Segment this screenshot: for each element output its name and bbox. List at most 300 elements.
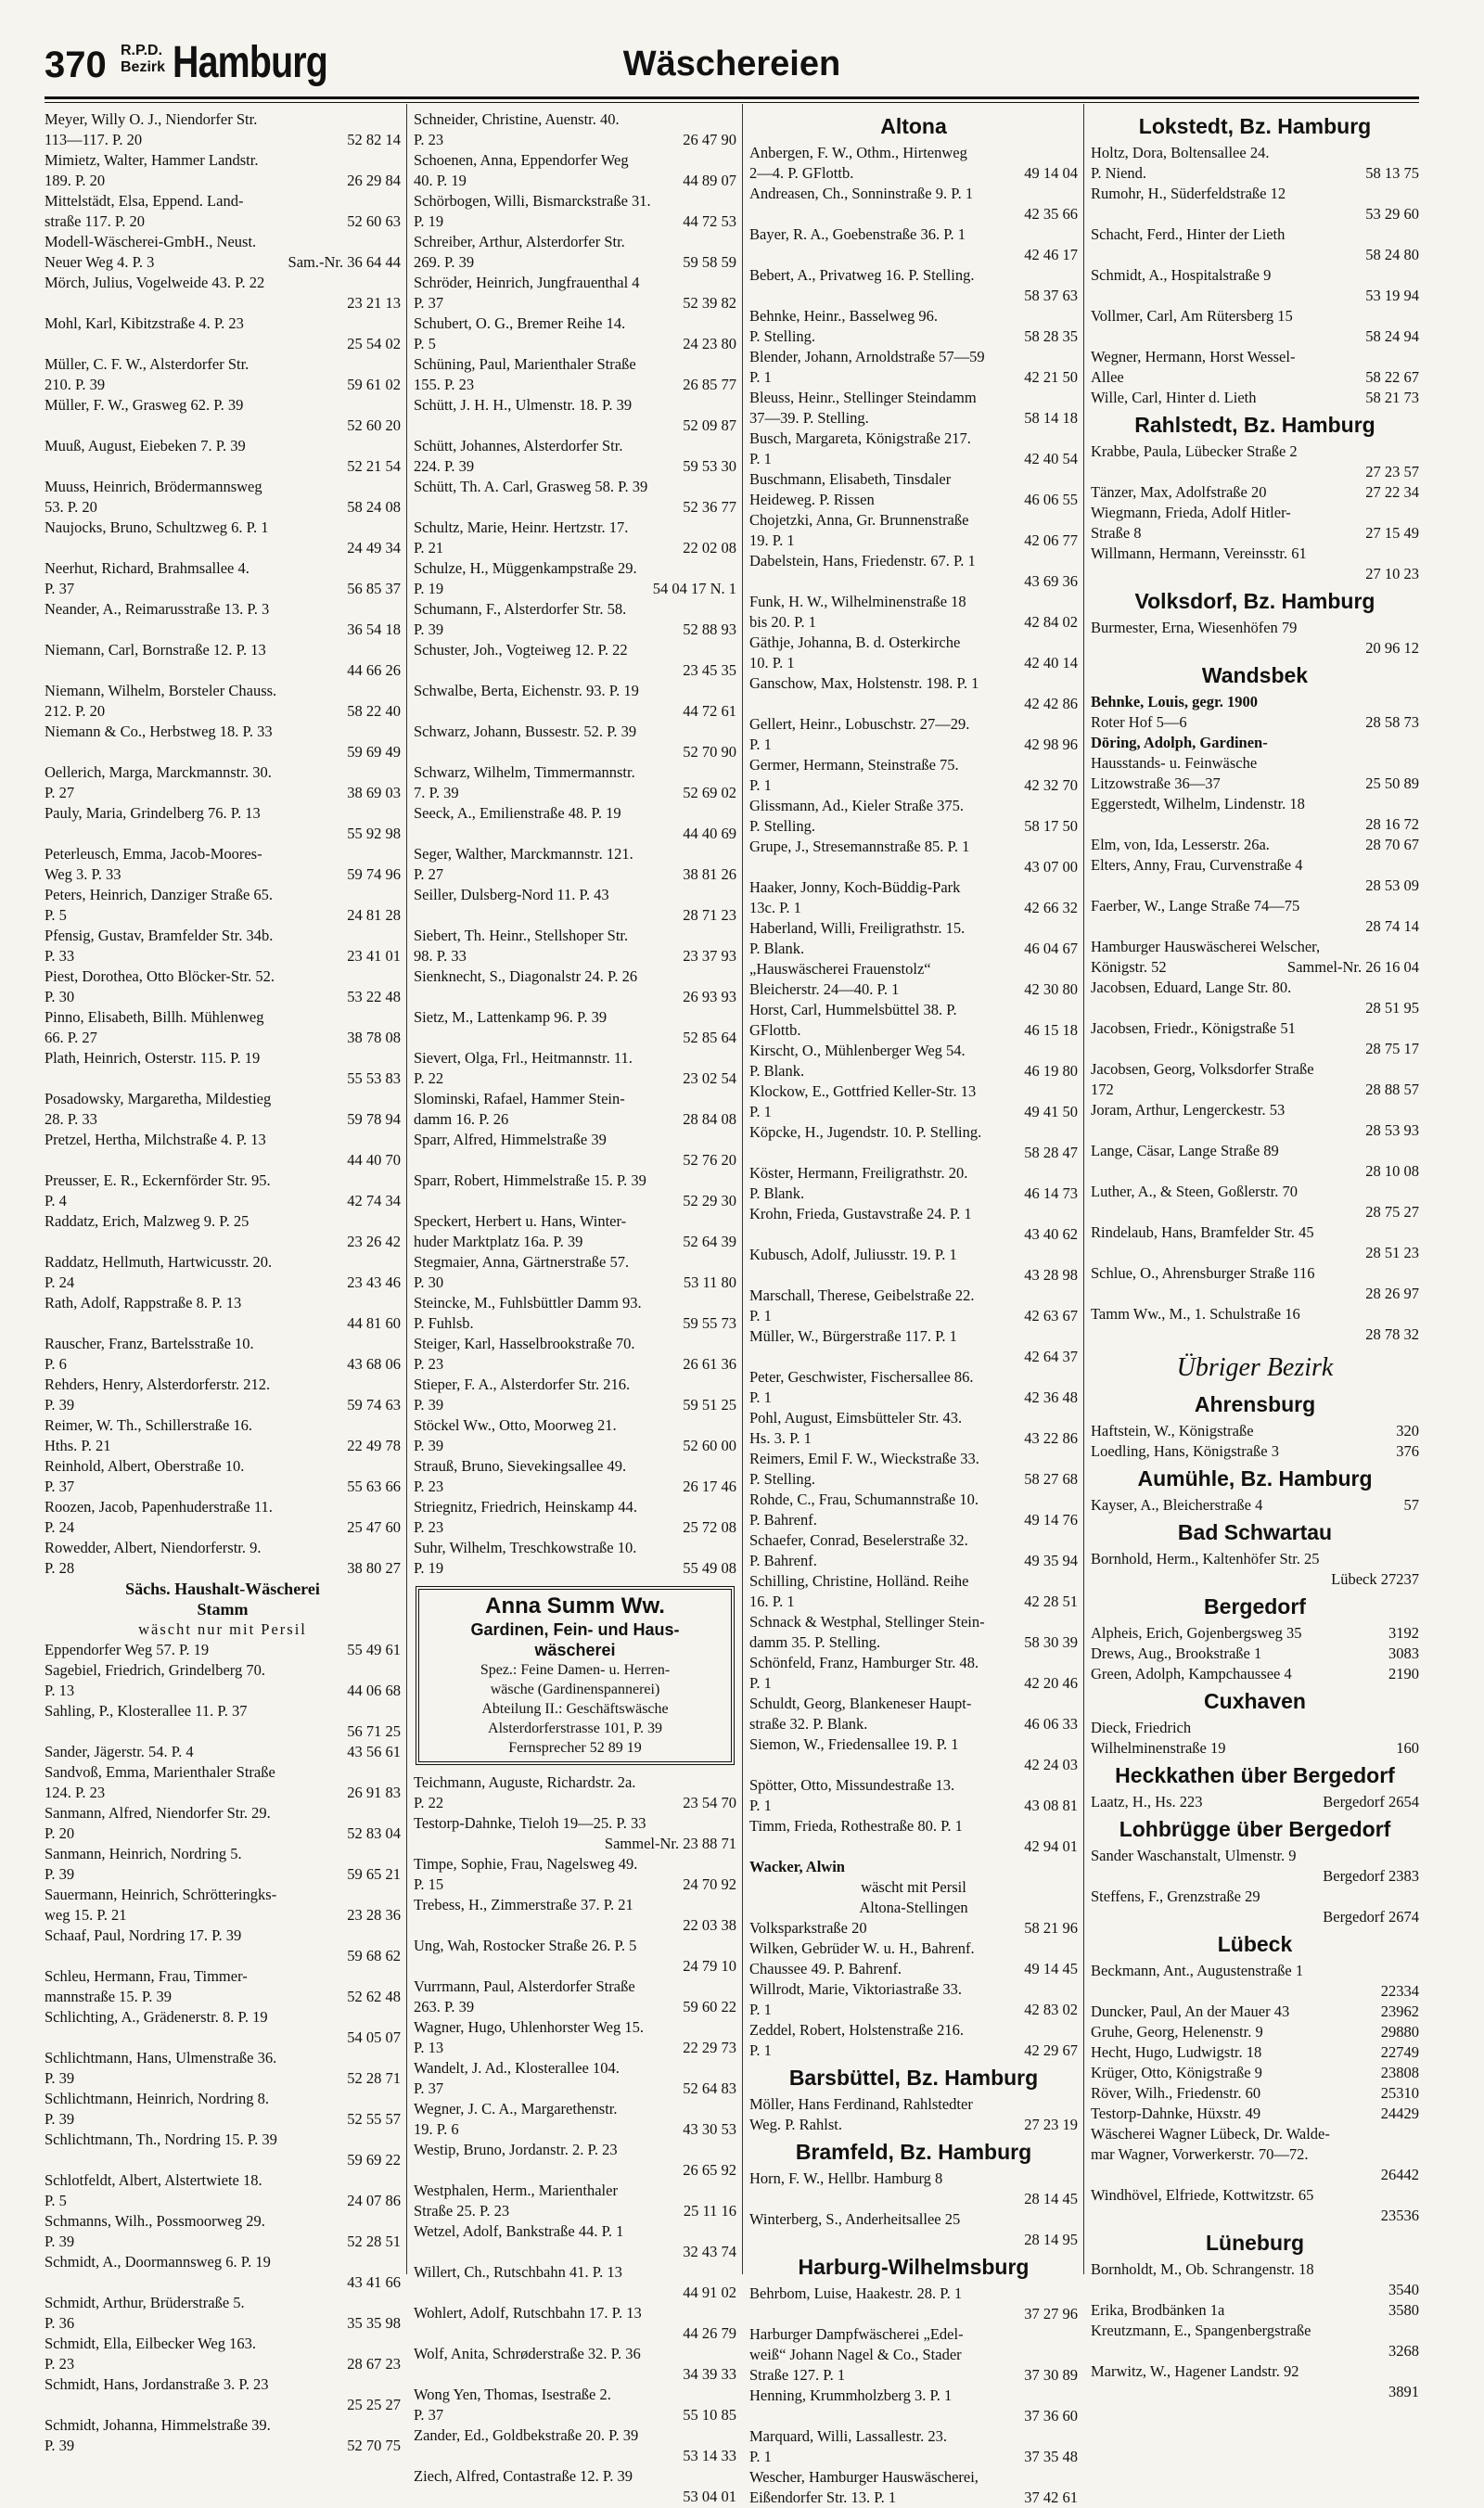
listing-line: Hecht, Hugo, Ludwigstr. 18 22749 bbox=[1091, 2043, 1419, 2061]
listing-line: Glissmann, Ad., Kieler Straße 375. bbox=[749, 797, 964, 814]
listing-line: Westphalen, Herm., Marienthaler bbox=[414, 2182, 618, 2199]
listing-line: Testorp-Dahnke, Hüxstr. 49 24429 bbox=[1091, 2105, 1419, 2122]
listing-line: P. 1 42 83 02 bbox=[749, 2001, 1078, 2018]
listing-line: Dieck, Friedrich bbox=[1091, 1719, 1192, 1736]
listing-line: Harburger Dampfwäscherei „Edel- bbox=[749, 2325, 964, 2343]
listing-line: P. Blank. 46 04 67 bbox=[749, 940, 1078, 957]
listing-line: Stöckel Ww., Otto, Moorweg 21. bbox=[414, 1416, 617, 1434]
listing-line: Schwarz, Johann, Bussestr. 52. P. 39 bbox=[414, 723, 637, 740]
listing-line: Schlotfeldt, Albert, Alstertwiete 18. bbox=[45, 2171, 262, 2189]
listing-line: Müller, W., Bürgerstraße 117. P. 1 bbox=[749, 1327, 957, 1345]
listing-line: P. Fuhlsb. 59 55 73 bbox=[414, 1314, 736, 1332]
listing-line: Sietz, M., Lattenkamp 96. P. 39 bbox=[414, 1008, 608, 1026]
listing-line: Schütt, Johannes, Alsterdorfer Str. bbox=[414, 437, 623, 454]
listing-line: Rohde, C., Frau, Schumannstraße 10. bbox=[749, 1491, 979, 1508]
listing-phone: 44 40 70 bbox=[347, 1151, 401, 1169]
listing-line: Marwitz, W., Hagener Landstr. 92 bbox=[1091, 2362, 1299, 2380]
listing-phone: 58 37 63 bbox=[1024, 287, 1078, 304]
listing-phone: 25 54 02 bbox=[347, 335, 401, 352]
locality-heading: Lüneburg bbox=[1205, 2231, 1305, 2255]
listing-line: 210. P. 39 59 61 02 bbox=[45, 376, 401, 393]
listing-phone: 26442 bbox=[1380, 2166, 1419, 2183]
listing-line: Zeddel, Robert, Holstenstraße 216. bbox=[749, 2021, 964, 2039]
listing-phone: 43 07 00 bbox=[1024, 858, 1078, 876]
listing-phone: 28 74 14 bbox=[1365, 917, 1419, 935]
bezirk-text: Bezirk bbox=[121, 59, 166, 75]
listing-line: P. 1 42 98 96 bbox=[749, 736, 1078, 753]
listing-phone: 52 85 64 bbox=[683, 1029, 736, 1046]
listing-phone: 43 41 66 bbox=[347, 2273, 401, 2291]
listing-line: Bornholdt, M., Ob. Schrangenstr. 18 bbox=[1091, 2260, 1314, 2278]
listing-line: P. 23 25 72 08 bbox=[414, 1518, 736, 1536]
listing-phone: 26 93 93 bbox=[683, 988, 736, 1005]
listing-line: 19. P. 1 42 06 77 bbox=[749, 531, 1078, 549]
listing-line: Muuß, August, Eiebeken 7. P. 39 bbox=[45, 437, 246, 454]
listing-phone: 3891 bbox=[1388, 2383, 1419, 2400]
listing-line: Wandelt, J. Ad., Klosterallee 104. bbox=[414, 2059, 620, 2077]
listing-line: Duncker, Paul, An der Mauer 43 23962 bbox=[1091, 2003, 1419, 2020]
listing-phone: 28 78 32 bbox=[1365, 1325, 1419, 1343]
listing-line: 98. P. 33 23 37 93 bbox=[414, 947, 736, 965]
listing-line: P. 39 52 70 75 bbox=[45, 2437, 401, 2454]
listing-line: Klockow, E., Gottfried Keller-Str. 13 bbox=[749, 1082, 977, 1100]
listing-line: P. 1 43 08 81 bbox=[749, 1797, 1078, 1814]
listing-line: Blender, Johann, Arnoldstraße 57—59 bbox=[749, 348, 985, 365]
locality-heading: Harburg-Wilhelmsburg bbox=[798, 2255, 1030, 2279]
listing-line: P. Bahrenf. 49 35 94 bbox=[749, 1552, 1078, 1569]
listing-phone: 43 28 98 bbox=[1024, 1266, 1078, 1284]
listing-line: 28. P. 33 59 78 94 bbox=[45, 1110, 401, 1128]
locality-heading: Heckkathen über Bergedorf bbox=[1115, 1763, 1395, 1787]
listing-line: 10. P. 1 42 40 14 bbox=[749, 654, 1078, 672]
listing-line: P. Bahrenf. 49 14 76 bbox=[749, 1511, 1078, 1529]
listing-line: Heideweg. P. Rissen 46 06 55 bbox=[749, 491, 1078, 508]
listing-line: P. 39 59 65 21 bbox=[45, 1865, 401, 1883]
listing-line: Rehders, Henry, Alsterdorferstr. 212. bbox=[45, 1376, 271, 1393]
ad-line: wäsche (Gardinenspannerei) bbox=[490, 1682, 660, 1697]
listing-phone: 43 40 62 bbox=[1024, 1225, 1078, 1243]
listing-phone: 42 94 01 bbox=[1024, 1837, 1078, 1855]
listing-line: Schmidt, Hans, Jordanstraße 3. P. 23 bbox=[45, 2375, 269, 2393]
listing-phone: 27 10 23 bbox=[1365, 565, 1419, 582]
listing-line: Posadowsky, Margaretha, Mildestieg bbox=[45, 1090, 272, 1107]
listing-line: Reinhold, Albert, Oberstraße 10. bbox=[45, 1457, 245, 1475]
listing-line: huder Marktplatz 16a. P. 39 52 64 39 bbox=[414, 1233, 736, 1250]
listing-phone: 59 68 62 bbox=[347, 1947, 401, 1964]
column-2 bbox=[414, 109, 736, 2505]
listing-line: P. Stelling. 58 27 68 bbox=[749, 1470, 1078, 1488]
listing-line: Westip, Bruno, Jordanstr. 2. P. 23 bbox=[414, 2141, 618, 2158]
listing-phone: 52 36 77 bbox=[683, 498, 736, 516]
listing-line: Roozen, Jacob, Papenhuderstraße 11. bbox=[45, 1498, 273, 1516]
listing-line: Willmann, Hermann, Vereinsstr. 61 bbox=[1091, 544, 1307, 562]
listing-line: mar Wagner, Vorwerkerstr. 70—72. bbox=[1091, 2145, 1309, 2163]
listing-line: Marschall, Therese, Geibelstraße 22. bbox=[749, 1286, 975, 1304]
listing-line: Schlichtmann, Th., Nordring 15. P. 39 bbox=[45, 2131, 277, 2148]
listing-line: Sauermann, Heinrich, Schrötteringks- bbox=[45, 1886, 277, 1903]
listing-line: Tamm Ww., M., 1. Schulstraße 16 bbox=[1091, 1305, 1300, 1323]
listing-phone: 22 03 38 bbox=[683, 1916, 736, 1934]
listing-line: Rauscher, Franz, Bartelsstraße 10. bbox=[45, 1335, 254, 1352]
listing-line: Reimer, W. Th., Schillerstraße 16. bbox=[45, 1416, 253, 1434]
listing-line: Elters, Anny, Frau, Curvenstraße 4 bbox=[1091, 856, 1303, 874]
locality-heading: Volksdorf, Bz. Hamburg bbox=[1134, 589, 1375, 613]
listing-line: Sahling, P., Klosterallee 11. P. 37 bbox=[45, 1702, 248, 1720]
listing-line: Eggerstedt, Wilhelm, Lindenstr. 18 bbox=[1091, 795, 1305, 813]
listing-line: Steffens, F., Grenzstraße 29 bbox=[1091, 1887, 1260, 1905]
listing-line: P. 13 44 06 68 bbox=[45, 1682, 401, 1699]
listing-phone: 28 75 17 bbox=[1365, 1040, 1419, 1057]
listing-line: Krohn, Frieda, Gustavstraße 24. P. 1 bbox=[749, 1205, 972, 1222]
listing-line: Peterleusch, Emma, Jacob-Moores- bbox=[45, 845, 262, 863]
listing-line: P. 37 55 10 85 bbox=[414, 2406, 736, 2424]
listing-phone: Bergedorf 2674 bbox=[1323, 1908, 1419, 1926]
column-3 bbox=[749, 109, 1078, 2506]
listing-line: Stamm bbox=[197, 1600, 249, 1619]
listing-phone: Bergedorf 2383 bbox=[1323, 1867, 1419, 1885]
listing-line: Sievert, Olga, Frl., Heitmannstr. 11. bbox=[414, 1049, 633, 1067]
listing-line: Schlichtmann, Hans, Ulmenstraße 36. bbox=[45, 2049, 277, 2067]
listing-line: Henning, Krummholzberg 3. P. 1 bbox=[749, 2386, 953, 2404]
listing-name-bold: Wacker, Alwin bbox=[749, 1858, 845, 1875]
listing-line: Anbergen, F. W., Othm., Hirtenweg bbox=[749, 144, 967, 161]
listing-line: 212. P. 20 58 22 40 bbox=[45, 702, 401, 720]
listing-line: P. 1 42 29 67 bbox=[749, 2041, 1078, 2059]
ad-line: Abteilung II.: Geschäftswäsche bbox=[481, 1701, 669, 1717]
locality-heading: Lohbrügge über Bergedorf bbox=[1119, 1817, 1391, 1841]
listing-line: Meyer, Willy O. J., Niendorfer Str. bbox=[45, 110, 258, 128]
listing-line: bis 20. P. 1 42 84 02 bbox=[749, 613, 1078, 631]
listing-line: Andreasen, Ch., Sonninstraße 9. P. 1 bbox=[749, 185, 974, 202]
listing-phone: 44 91 02 bbox=[683, 2284, 736, 2301]
listing-line: 53. P. 20 58 24 08 bbox=[45, 498, 401, 516]
listing-line: Testorp-Dahnke, Tieloh 19—25. P. 33 bbox=[414, 1814, 646, 1832]
listing-line: P. Stelling. 58 17 50 bbox=[749, 817, 1078, 835]
listing-line: Litzowstraße 36—37 25 50 89 bbox=[1091, 774, 1419, 792]
listing-line: Schmidt, Ella, Eilbecker Weg 163. bbox=[45, 2335, 256, 2352]
listing-phone: 53 29 60 bbox=[1365, 205, 1419, 223]
listing-line: Buschmann, Elisabeth, Tinsdaler bbox=[749, 470, 952, 488]
listing-phone: 59 69 49 bbox=[347, 743, 401, 761]
listing-line: Raddatz, Hellmuth, Hartwicusstr. 20. bbox=[45, 1253, 273, 1271]
column-1 bbox=[45, 109, 401, 2454]
listing-line: Joram, Arthur, Lengerckestr. 53 bbox=[1091, 1101, 1286, 1119]
listing-phone: 23536 bbox=[1380, 2207, 1419, 2224]
listing-line: Sienknecht, S., Diagonalstr 24. P. 26 bbox=[414, 967, 638, 985]
listing-line: Sächs. Haushalt-Wäscherei bbox=[125, 1580, 320, 1598]
listing-line: P. 37 55 63 66 bbox=[45, 1478, 401, 1495]
locality-heading: Altona bbox=[880, 114, 947, 138]
listing-phone: 28 14 95 bbox=[1024, 2231, 1078, 2248]
listing-line: Niemann, Wilhelm, Borsteler Chauss. bbox=[45, 682, 277, 699]
listing-line: P. 21 22 02 08 bbox=[414, 539, 736, 557]
listing-line: Schneider, Christine, Auenstr. 40. bbox=[414, 110, 620, 128]
listing-line: Schultz, Marie, Heinr. Hertzstr. 17. bbox=[414, 518, 629, 536]
listing-line: P. 37 52 64 83 bbox=[414, 2079, 736, 2097]
listing-phone: 28 51 23 bbox=[1365, 1244, 1419, 1261]
listing-line: P. 37 52 39 82 bbox=[414, 294, 736, 312]
listing-phone: 43 69 36 bbox=[1024, 572, 1078, 590]
listing-line: Wille, Carl, Hinter d. Lieth 58 21 73 bbox=[1091, 389, 1419, 406]
listing-line: P. 27 38 69 03 bbox=[45, 784, 401, 801]
listing-line: Bornhold, Herm., Kaltenhöfer Str. 25 bbox=[1091, 1550, 1320, 1568]
listing-line: Lange, Cäsar, Lange Straße 89 bbox=[1091, 1142, 1279, 1159]
listing-line: weg 15. P. 21 23 28 36 bbox=[45, 1906, 401, 1924]
listing-line: Straße 8 27 15 49 bbox=[1091, 524, 1419, 542]
listing-line: Niemann, Carl, Bornstraße 12. P. 13 bbox=[45, 641, 266, 659]
listing-phone: 27 23 57 bbox=[1365, 463, 1419, 480]
listing-line: Piest, Dorothea, Otto Blöcker-Str. 52. bbox=[45, 967, 275, 985]
listing-line: 2—4. P. GFlottb. 49 14 04 bbox=[749, 164, 1078, 182]
listing-line: Wegner, J. C. A., Margarethenstr. bbox=[414, 2100, 618, 2118]
listing-phone: 58 24 94 bbox=[1365, 327, 1419, 345]
listing-line: P. 36 35 35 98 bbox=[45, 2314, 401, 2332]
ad-line: Spez.: Feine Damen- u. Herren- bbox=[480, 1662, 671, 1678]
listing-line: Müller, F. W., Grasweg 62. P. 39 bbox=[45, 396, 244, 414]
listing-line: Horn, F. W., Hellbr. Hamburg 8 bbox=[749, 2169, 943, 2187]
listing-line: P. 1 42 21 50 bbox=[749, 368, 1078, 386]
listing-line: Volksparkstraße 20 58 21 96 bbox=[749, 1919, 1078, 1937]
listing-line: weiß“ Johann Nagel & Co., Stader bbox=[749, 2346, 962, 2363]
listing-line: 263. P. 39 59 60 22 bbox=[414, 1998, 736, 2015]
section-title: Wäschereien bbox=[622, 45, 841, 83]
listing-line: „Hauswäscherei Frauenstolz“ bbox=[749, 960, 931, 978]
listing-line: P. 4 42 74 34 bbox=[45, 1192, 401, 1209]
listing-line: Loedling, Hans, Königstraße 3 376 bbox=[1091, 1442, 1419, 1460]
listing-phone: 28 71 23 bbox=[683, 906, 736, 924]
listing-line: Faerber, W., Lange Straße 74—75 bbox=[1091, 897, 1300, 915]
listing-line: P. Stelling. 58 28 35 bbox=[749, 327, 1078, 345]
listing-phone: 32 43 74 bbox=[683, 2243, 736, 2260]
listing-line: Seiller, Dulsberg-Nord 11. P. 43 bbox=[414, 886, 609, 903]
listing-line: Behnke, Heinr., Basselweg 96. bbox=[749, 307, 939, 325]
listing-line: Röver, Wilh., Friedenstr. 60 25310 bbox=[1091, 2084, 1419, 2102]
listing-phone: 28 14 45 bbox=[1024, 2190, 1078, 2207]
listing-line: Alpheis, Erich, Gojenbergsweg 35 3192 bbox=[1091, 1624, 1419, 1642]
listing-line: Wolf, Anita, Schrøderstraße 32. P. 36 bbox=[414, 2345, 641, 2362]
listing-line: Pohl, August, Eimsbütteler Str. 43. bbox=[749, 1409, 963, 1427]
listing-line: P. 5 24 81 28 bbox=[45, 906, 401, 924]
listing-line: Rindelaub, Hans, Bramfelder Str. 45 bbox=[1091, 1223, 1314, 1241]
listing-line: P. 39 59 74 63 bbox=[45, 1396, 401, 1414]
listing-line: Sparr, Alfred, Himmelstraße 39 bbox=[414, 1131, 607, 1148]
listing-line: Gäthje, Johanna, B. d. Osterkirche bbox=[749, 633, 961, 651]
listing-phone: 53 19 94 bbox=[1365, 287, 1419, 304]
listing-line: Mimietz, Walter, Hammer Landstr. bbox=[45, 151, 259, 169]
listing-line: Königstr. 52 Sammel-Nr. 26 16 04 bbox=[1091, 958, 1419, 976]
listing-line: Siemon, W., Friedensallee 19. P. 1 bbox=[749, 1735, 959, 1753]
listing-line: Schmidt, Johanna, Himmelstraße 39. bbox=[45, 2416, 271, 2434]
listing-line: 16. P. 1 42 28 51 bbox=[749, 1593, 1078, 1610]
listing-line: Eppendorfer Weg 57. P. 19 55 49 61 bbox=[45, 1641, 401, 1658]
listing-line: 224. P. 39 59 53 30 bbox=[414, 457, 736, 475]
listing-line: Wagner, Hugo, Uhlenhorster Weg 15. bbox=[414, 2018, 644, 2036]
listing-line: Jacobsen, Friedr., Königstraße 51 bbox=[1091, 1019, 1296, 1037]
listing-line: 13c. P. 1 42 66 32 bbox=[749, 899, 1078, 916]
listing-line: Schnack & Westphal, Stellinger Stein- bbox=[749, 1613, 985, 1631]
listing-line: P. 5 24 07 86 bbox=[45, 2192, 401, 2209]
listing-line: Krüger, Otto, Königstraße 9 23808 bbox=[1091, 2064, 1419, 2081]
listing-line: Vurrmann, Paul, Alsterdorfer Straße bbox=[414, 1977, 635, 1995]
listing-phone: 28 75 27 bbox=[1365, 1203, 1419, 1221]
listing-line: Sagebiel, Friedrich, Grindelberg 70. bbox=[45, 1661, 265, 1679]
listing-line: straße 117. P. 20 52 60 63 bbox=[45, 212, 401, 230]
listing-line: Strauß, Bruno, Sievekingsallee 49. bbox=[414, 1457, 627, 1475]
listing-line: P. 30 53 11 80 bbox=[414, 1273, 736, 1291]
listing-line: Neander, A., Reimarusstraße 13. P. 3 bbox=[45, 600, 270, 618]
listing-line: Spötter, Otto, Missundestraße 13. bbox=[749, 1776, 955, 1794]
listing-phone: 37 27 96 bbox=[1024, 2305, 1078, 2322]
listing-line: Bebert, A., Privatweg 16. P. Stelling. bbox=[749, 266, 975, 284]
district-heading: Übriger Bezirk bbox=[1176, 1353, 1334, 1382]
listing-line: P. 22 23 54 70 bbox=[414, 1794, 736, 1811]
listing-line: Funk, H. W., Wilhelminenstraße 18 bbox=[749, 593, 966, 610]
column-divider bbox=[1083, 104, 1084, 2274]
listing-line: Mörch, Julius, Vogelweide 43. P. 22 bbox=[45, 274, 265, 291]
locality-heading: Ahrensburg bbox=[1194, 1392, 1316, 1416]
listing-line: GFlottb. 46 15 18 bbox=[749, 1021, 1078, 1039]
listing-line: Suhr, Wilhelm, Treschkowstraße 10. bbox=[414, 1539, 637, 1556]
page-number: 370 bbox=[45, 45, 107, 85]
listing-line: Gellert, Heinr., Lobuschstr. 27—29. bbox=[749, 715, 970, 733]
listing-line: Schaaf, Paul, Nordring 17. P. 39 bbox=[45, 1926, 242, 1944]
listing-phone: 42 35 66 bbox=[1024, 205, 1078, 223]
listing-line: Ziech, Alfred, Contastraße 12. P. 39 bbox=[414, 2467, 633, 2485]
listing-line: Krabbe, Paula, Lübecker Straße 2 bbox=[1091, 442, 1298, 460]
listing-line: P. Niend. 58 13 75 bbox=[1091, 164, 1419, 182]
listing-line: P. 1 49 41 50 bbox=[749, 1103, 1078, 1120]
listing-line: Wegner, Hermann, Horst Wessel- bbox=[1091, 348, 1296, 365]
listing-line: Rowedder, Albert, Niendorferstr. 9. bbox=[45, 1539, 262, 1556]
listing-line: Schreiber, Arthur, Alsterdorfer Str. bbox=[414, 233, 625, 250]
listing-line: Steiger, Karl, Hasselbrookstraße 70. bbox=[414, 1335, 635, 1352]
listing-line: Peter, Geschwister, Fischersallee 86. bbox=[749, 1368, 974, 1386]
listing-line: Rumohr, H., Süderfeldstraße 12 bbox=[1091, 185, 1286, 202]
listing-line: Hths. P. 21 22 49 78 bbox=[45, 1437, 401, 1454]
listing-phone: 34 39 33 bbox=[683, 2365, 736, 2383]
listing-phone: 52 70 90 bbox=[683, 743, 736, 761]
listing-line: Timpe, Sophie, Frau, Nagelsweg 49. bbox=[414, 1855, 638, 1873]
listing-line: wäscht nur mit Persil bbox=[138, 1620, 307, 1638]
listing-line: Rath, Adolf, Rappstraße 8. P. 13 bbox=[45, 1294, 242, 1312]
listing-line: P. 15 24 70 92 bbox=[414, 1875, 736, 1893]
listing-line: P. 23 26 17 46 bbox=[414, 1478, 736, 1495]
listing-line: Kubusch, Adolf, Juliusstr. 19. P. 1 bbox=[749, 1246, 957, 1263]
listing-line: Steincke, M., Fuhlsbüttler Damm 93. bbox=[414, 1294, 642, 1312]
listing-line: P. 24 23 43 46 bbox=[45, 1273, 401, 1291]
listing-line: Schörbogen, Willi, Bismarckstraße 31. bbox=[414, 192, 651, 210]
listing-line: Schacht, Ferd., Hinter der Lieth bbox=[1091, 225, 1286, 243]
listing-line: P. 39 52 60 00 bbox=[414, 1437, 736, 1454]
listing-line: P. 19 55 49 08 bbox=[414, 1559, 736, 1577]
listing-line: P. 6 43 68 06 bbox=[45, 1355, 401, 1373]
listing-line: P. 23 28 67 23 bbox=[45, 2355, 401, 2373]
listing-line: Stegmaier, Anna, Gärtnerstraße 57. bbox=[414, 1253, 630, 1271]
listing-phone: 59 69 22 bbox=[347, 2151, 401, 2169]
listing-line: Hamburger Hauswäscherei Welscher, bbox=[1091, 938, 1321, 955]
listing-line: P. 1 42 63 67 bbox=[749, 1307, 1078, 1324]
listing-phone: 36 54 18 bbox=[347, 621, 401, 638]
listing-name-bold: Behnke, Louis, gegr. 1900 bbox=[1091, 693, 1259, 710]
listing-line: P. 22 23 02 54 bbox=[414, 1069, 736, 1087]
listing-line: 113—117. P. 20 52 82 14 bbox=[45, 131, 401, 148]
listing-phone: 20 96 12 bbox=[1365, 639, 1419, 657]
listing-line: 37—39. P. Stelling. 58 14 18 bbox=[749, 409, 1078, 427]
listing-line: damm 16. P. 26 28 84 08 bbox=[414, 1110, 736, 1128]
listing-line: P. 39 52 28 71 bbox=[45, 2069, 401, 2087]
listing-line: Straße 127. P. 1 37 30 89 bbox=[749, 2366, 1078, 2384]
listing-line: straße 32. P. Blank. 46 06 33 bbox=[749, 1715, 1078, 1733]
listing-line: Mohl, Karl, Kibitzstraße 4. P. 23 bbox=[45, 314, 244, 332]
listing-line: P. 5 24 23 80 bbox=[414, 335, 736, 352]
listing-line: Oellerich, Marga, Marckmannstr. 30. bbox=[45, 763, 272, 781]
listing-line: Schmidt, A., Hospitalstraße 9 bbox=[1091, 266, 1272, 284]
listing-line: Bleuss, Heinr., Stellinger Steindamm bbox=[749, 389, 977, 406]
listing-line: Trebess, H., Zimmerstraße 37. P. 21 bbox=[414, 1896, 633, 1913]
listing-line: Pinno, Elisabeth, Billh. Mühlenweg bbox=[45, 1008, 264, 1026]
listing-name-bold: Döring, Adolph, Gardinen- bbox=[1091, 734, 1268, 751]
listing-phone: 28 10 08 bbox=[1365, 1162, 1419, 1180]
listing-line: damm 35. P. Stelling. 58 30 39 bbox=[749, 1633, 1078, 1651]
listing-line: Haftstein, W., Königstraße 320 bbox=[1091, 1422, 1419, 1440]
listing-phone: 52 76 20 bbox=[683, 1151, 736, 1169]
listing-line: Raddatz, Erich, Malzweg 9. P. 25 bbox=[45, 1212, 249, 1230]
listing-line: Chaussee 49. P. Bahrenf. 49 14 45 bbox=[749, 1960, 1078, 1977]
listing-line: Bleicherstr. 24—40. P. 1 42 30 80 bbox=[749, 980, 1078, 998]
ad-line: wäscherei bbox=[534, 1641, 616, 1659]
listing-line: P. 24 25 47 60 bbox=[45, 1518, 401, 1536]
listing-phone: 44 26 79 bbox=[683, 2324, 736, 2342]
listing-line: P. 19 54 04 17 N. 1 bbox=[414, 580, 736, 597]
advertisement-box bbox=[416, 1586, 735, 1765]
listing-line: Schleu, Hermann, Frau, Timmer- bbox=[45, 1967, 248, 1985]
listing-line: Neuer Weg 4. P. 3 Sam.-Nr. 36 64 44 bbox=[45, 253, 401, 271]
listing-line: P. 13 22 29 73 bbox=[414, 2039, 736, 2056]
listing-line: Schlichtmann, Heinrich, Nordring 8. bbox=[45, 2090, 269, 2107]
listing-line: Seger, Walther, Marckmannstr. 121. bbox=[414, 845, 633, 863]
listing-line: Willert, Ch., Rutschbahn 41. P. 13 bbox=[414, 2263, 622, 2281]
listing-line: Schütt, J. H. H., Ulmenstr. 18. P. 39 bbox=[414, 396, 633, 414]
listing-line: Wong Yen, Thomas, Isestraße 2. bbox=[414, 2386, 611, 2403]
listing-line: 7. P. 39 52 69 02 bbox=[414, 784, 736, 801]
listing-line: Schoenen, Anna, Eppendorfer Weg bbox=[414, 151, 629, 169]
locality-heading: Lokstedt, Bz. Hamburg bbox=[1138, 114, 1372, 138]
listing-line: Grupe, J., Stresemannstraße 85. P. 1 bbox=[749, 838, 970, 855]
listing-phone: 54 05 07 bbox=[347, 2028, 401, 2046]
listing-line: P. 30 53 22 48 bbox=[45, 988, 401, 1005]
listing-phone: 42 24 03 bbox=[1024, 1756, 1078, 1773]
listing-phone: 37 36 60 bbox=[1024, 2407, 1078, 2425]
listing-phone: 42 46 17 bbox=[1024, 246, 1078, 263]
listing-line: Schulze, H., Müggenkampstraße 29. bbox=[414, 559, 637, 577]
listing-line: P. Blank. 46 19 80 bbox=[749, 1062, 1078, 1080]
locality-heading: Bergedorf bbox=[1204, 1594, 1306, 1619]
listing-line: 189. P. 20 26 29 84 bbox=[45, 172, 401, 189]
listing-phone: 44 66 26 bbox=[347, 661, 401, 679]
city-title: Hamburg bbox=[173, 38, 328, 87]
listing-line: Haaker, Jonny, Koch-Büddig-Park bbox=[749, 878, 961, 896]
listing-line: Willrodt, Marie, Viktoriastraße 33. bbox=[749, 1980, 962, 1998]
listing-line: Pfensig, Gustav, Bramfelder Str. 34b. bbox=[45, 927, 274, 944]
listing-line: 155. P. 23 26 85 77 bbox=[414, 376, 736, 393]
locality-heading: Bad Schwartau bbox=[1177, 1520, 1333, 1544]
listing-line: Windhövel, Elfriede, Kottwitzstr. 65 bbox=[1091, 2186, 1314, 2204]
listing-line: Slominski, Rafael, Hammer Stein- bbox=[414, 1090, 625, 1107]
listing-line: Schmanns, Wilh., Possmoorweg 29. bbox=[45, 2212, 265, 2230]
listing-line: 19. P. 6 43 30 53 bbox=[414, 2120, 736, 2138]
listing-line: Niemann & Co., Herbstweg 18. P. 33 bbox=[45, 723, 273, 740]
listing-line: P. 1 42 20 46 bbox=[749, 1674, 1078, 1692]
